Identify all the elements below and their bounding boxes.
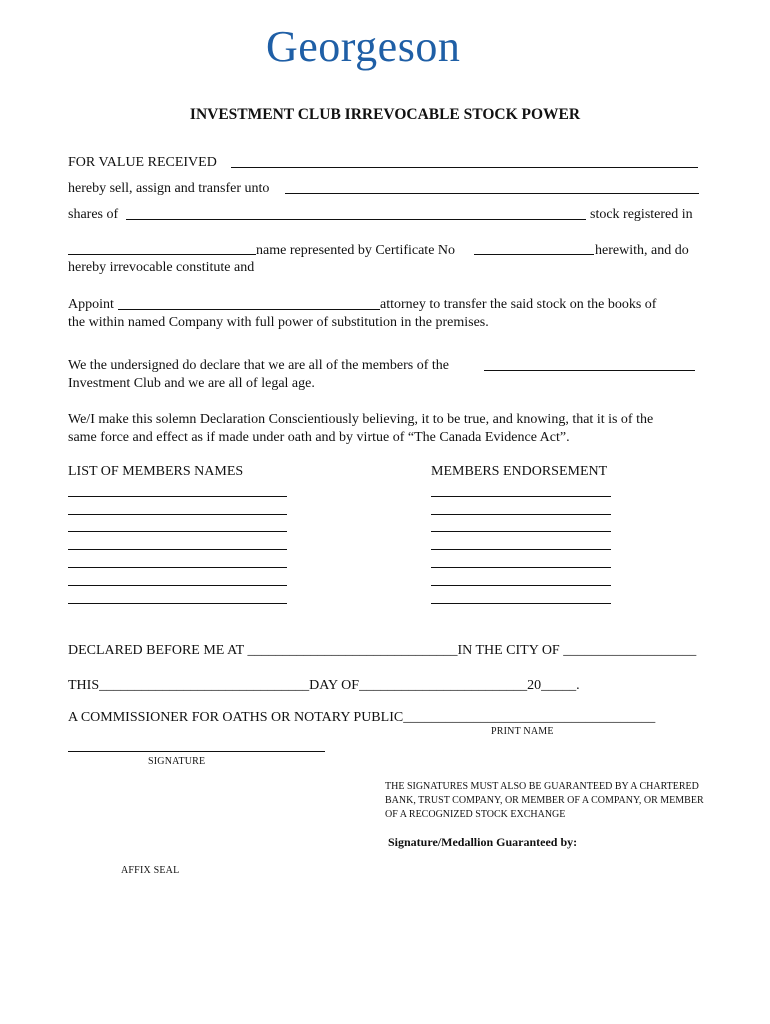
city-field[interactable]: ___________________ <box>563 643 697 658</box>
certificate-no-field[interactable] <box>474 254 594 255</box>
commissioner-label: A COMMISSIONER FOR OATHS OR NOTARY PUBLIC <box>68 710 404 725</box>
registered-name-field[interactable] <box>68 254 256 255</box>
georgeson-logo: Georgeson <box>266 22 461 71</box>
attorney-text: attorney to transfer the said stock on the books of <box>380 297 657 312</box>
print-name-label: PRINT NAME <box>491 726 554 737</box>
signature-field[interactable] <box>68 751 325 752</box>
month-field[interactable]: ________________________ <box>359 678 528 693</box>
signature-label: SIGNATURE <box>148 756 206 767</box>
members-endorsement-header: MEMBERS ENDORSEMENT <box>431 464 608 479</box>
declared-place-field[interactable]: ______________________________ <box>247 643 458 658</box>
solemn-declaration-text-continued: same force and effect as if made under oath and by virtue of “The Canada Evidence Act”. <box>68 430 570 445</box>
member-name-line[interactable] <box>68 567 287 568</box>
member-name-line[interactable] <box>68 549 287 550</box>
date-row <box>68 677 580 695</box>
member-endorsement-line[interactable] <box>431 496 611 497</box>
in-city-label: IN THE CITY OF <box>457 643 564 658</box>
commissioner-row <box>68 709 655 727</box>
shares-of-field[interactable] <box>126 219 586 220</box>
shares-of-label: shares of <box>68 207 119 222</box>
member-endorsement-line[interactable] <box>431 531 611 532</box>
members-names-header: LIST OF MEMBERS NAMES <box>68 464 244 479</box>
medallion-guaranteed-label: Signature/Medallion Guaranteed by: <box>388 835 578 849</box>
member-endorsement-line[interactable] <box>431 514 611 515</box>
for-value-received-label: FOR VALUE RECEIVED <box>68 155 217 170</box>
name-represented-label: name represented by Certificate No <box>256 243 456 258</box>
herewith-label: herewith, and do <box>595 243 689 258</box>
member-name-line[interactable] <box>68 514 287 515</box>
sell-assign-label: hereby sell, assign and transfer unto <box>68 181 270 196</box>
day-of-label: DAY OF <box>309 678 360 693</box>
declared-before-label: DECLARED BEFORE ME AT <box>68 643 248 658</box>
for-value-received-field[interactable] <box>231 167 698 168</box>
year-field[interactable]: _____. <box>541 678 580 693</box>
declare-text: We the undersigned do declare that we are all of the members of the <box>68 358 449 373</box>
this-label: THIS <box>68 678 100 693</box>
stock-registered-label: stock registered in <box>590 207 693 222</box>
member-name-line[interactable] <box>68 603 287 604</box>
day-field[interactable]: ______________________________ <box>99 678 310 693</box>
member-endorsement-line[interactable] <box>431 549 611 550</box>
member-name-line[interactable] <box>68 496 287 497</box>
member-endorsement-line[interactable] <box>431 603 611 604</box>
member-endorsement-line[interactable] <box>431 585 611 586</box>
declare-text-continued: Investment Club and we are all of legal age. <box>68 376 315 391</box>
appoint-label: Appoint <box>68 297 114 312</box>
year-prefix: 20 <box>527 678 542 693</box>
club-name-field[interactable] <box>484 370 695 371</box>
transfer-unto-field[interactable] <box>285 193 699 194</box>
attorney-text-continued: the within named Company with full power of substitution in the premises. <box>68 315 489 330</box>
page-title: INVESTMENT CLUB IRREVOCABLE STOCK POWER <box>189 106 581 123</box>
irrevocable-label: hereby irrevocable constitute and <box>68 260 255 275</box>
solemn-declaration-text: We/I make this solemn Declaration Conscientiously believing, it to be true, and knowing, that it is of the <box>68 412 654 427</box>
member-name-line[interactable] <box>68 585 287 586</box>
commissioner-name-field[interactable]: ____________________________________ <box>403 710 656 725</box>
member-endorsement-line[interactable] <box>431 567 611 568</box>
attorney-name-field[interactable] <box>118 309 380 310</box>
declared-before-row <box>68 642 696 660</box>
affix-seal-label: AFFIX SEAL <box>121 865 180 876</box>
member-name-line[interactable] <box>68 531 287 532</box>
guarantee-statement: THE SIGNATURES MUST ALSO BE GUARANTEED BY A CHARTERED BANK, TRUST COMPANY, OR MEMBER OF A COMPANY, OR MEMBER OF A RECOGNIZED STOCK EXCHANGE <box>385 781 704 820</box>
